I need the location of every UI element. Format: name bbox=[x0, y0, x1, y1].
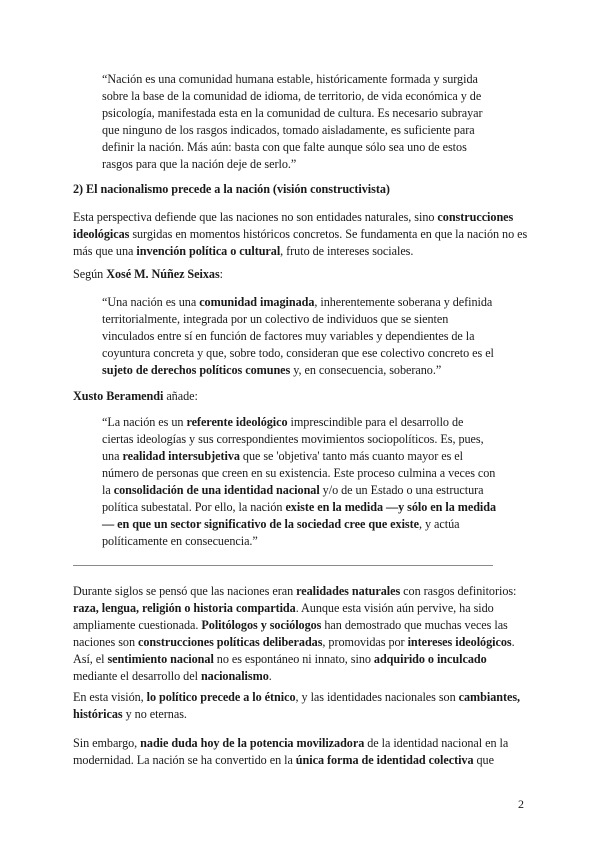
quote-nunez-seixas: “Una nación es una comunidad imaginada, inherentemente soberana y definida territorialmente, integrada por un colectivo de individuos que se sienten vinculados entre sí en función de factores muy variables y dependientes de la coyuntura concreta y que, sobre todo, consideran que ese colectivo concreto es el sujeto de derechos políticos comunes y, en consecuencia, soberano.” bbox=[102, 295, 494, 377]
paragraph-beramendi-intro: Xusto Beramendi añade: bbox=[73, 389, 198, 403]
paragraph-segun: Según Xosé M. Núñez Seixas: bbox=[73, 267, 223, 281]
page-number: 2 bbox=[518, 797, 524, 811]
horizontal-divider bbox=[73, 565, 493, 566]
paragraph-durante-siglos: Durante siglos se pensó que las naciones eran realidades naturales con rasgos definitorios: raza, lengua, religión o historia compartida. Aunque esta visión aún pervive, ha sido ampliamente cuestionada. Politólogos y sociólogos han demostrado que muchas veces las naciones son construcciones políticas deliberadas, promovidas por intereses ideológicos. Así, el sentimiento nacional no es espontáneo ni innato, sino adquirido o inculcado mediante el desarrollo del nacionalismo. bbox=[73, 584, 517, 683]
quote-beramendi: “La nación es un referente ideológico imprescindible para el desarrollo de ciertas ideologías y sus correspondientes movimientos sociopolíticos. Es, pues, una realidad intersubjetiva que se 'objetiva' tanto más cuanto mayor es el número de personas que creen en su existencia. Este proceso culmina a veces con la consolidación de una identidad nacional y/o de un Estado o una estructura política subestatal. Por ello, la nación existe en la medida —y sólo en la medida— en que un sector significativo de la sociedad cree que existe, y actúa políticamente en consecuencia.” bbox=[102, 415, 497, 548]
paragraph-constructivist: Esta perspectiva defiende que las naciones no son entidades naturales, sino construcciones ideológicas surgidas en momentos históricos concretos. Se fundamenta en que la nación no es más que una invención política o cultural, fruto de intereses sociales. bbox=[73, 210, 528, 258]
section-heading: 2) El nacionalismo precede a la nación (visión constructivista) bbox=[73, 182, 390, 196]
quote-stalin: “Nación es una comunidad humana estable, históricamente formada y surgida sobre la base de la comunidad de idioma, de territorio, de vida económica y de psicología, manifestada esta en la comunidad de cultura. Es necesario subrayar que ninguno de los rasgos indicados, tomado aisladamente, es suficiente para definir la nación. Más aún: basta con que falte aunque sólo sea uno de estos rasgos para que la nación deje de serlo.” bbox=[102, 72, 483, 171]
paragraph-esta-vision: En esta visión, lo político precede a lo étnico, y las identidades nacionales son cambiantes, históricas y no eternas. bbox=[73, 690, 521, 721]
paragraph-sin-embargo: Sin embargo, nadie duda hoy de la potencia movilizadora de la identidad nacional en la modernidad. La nación se ha convertido en la única forma de identidad colectiva que bbox=[73, 736, 509, 767]
